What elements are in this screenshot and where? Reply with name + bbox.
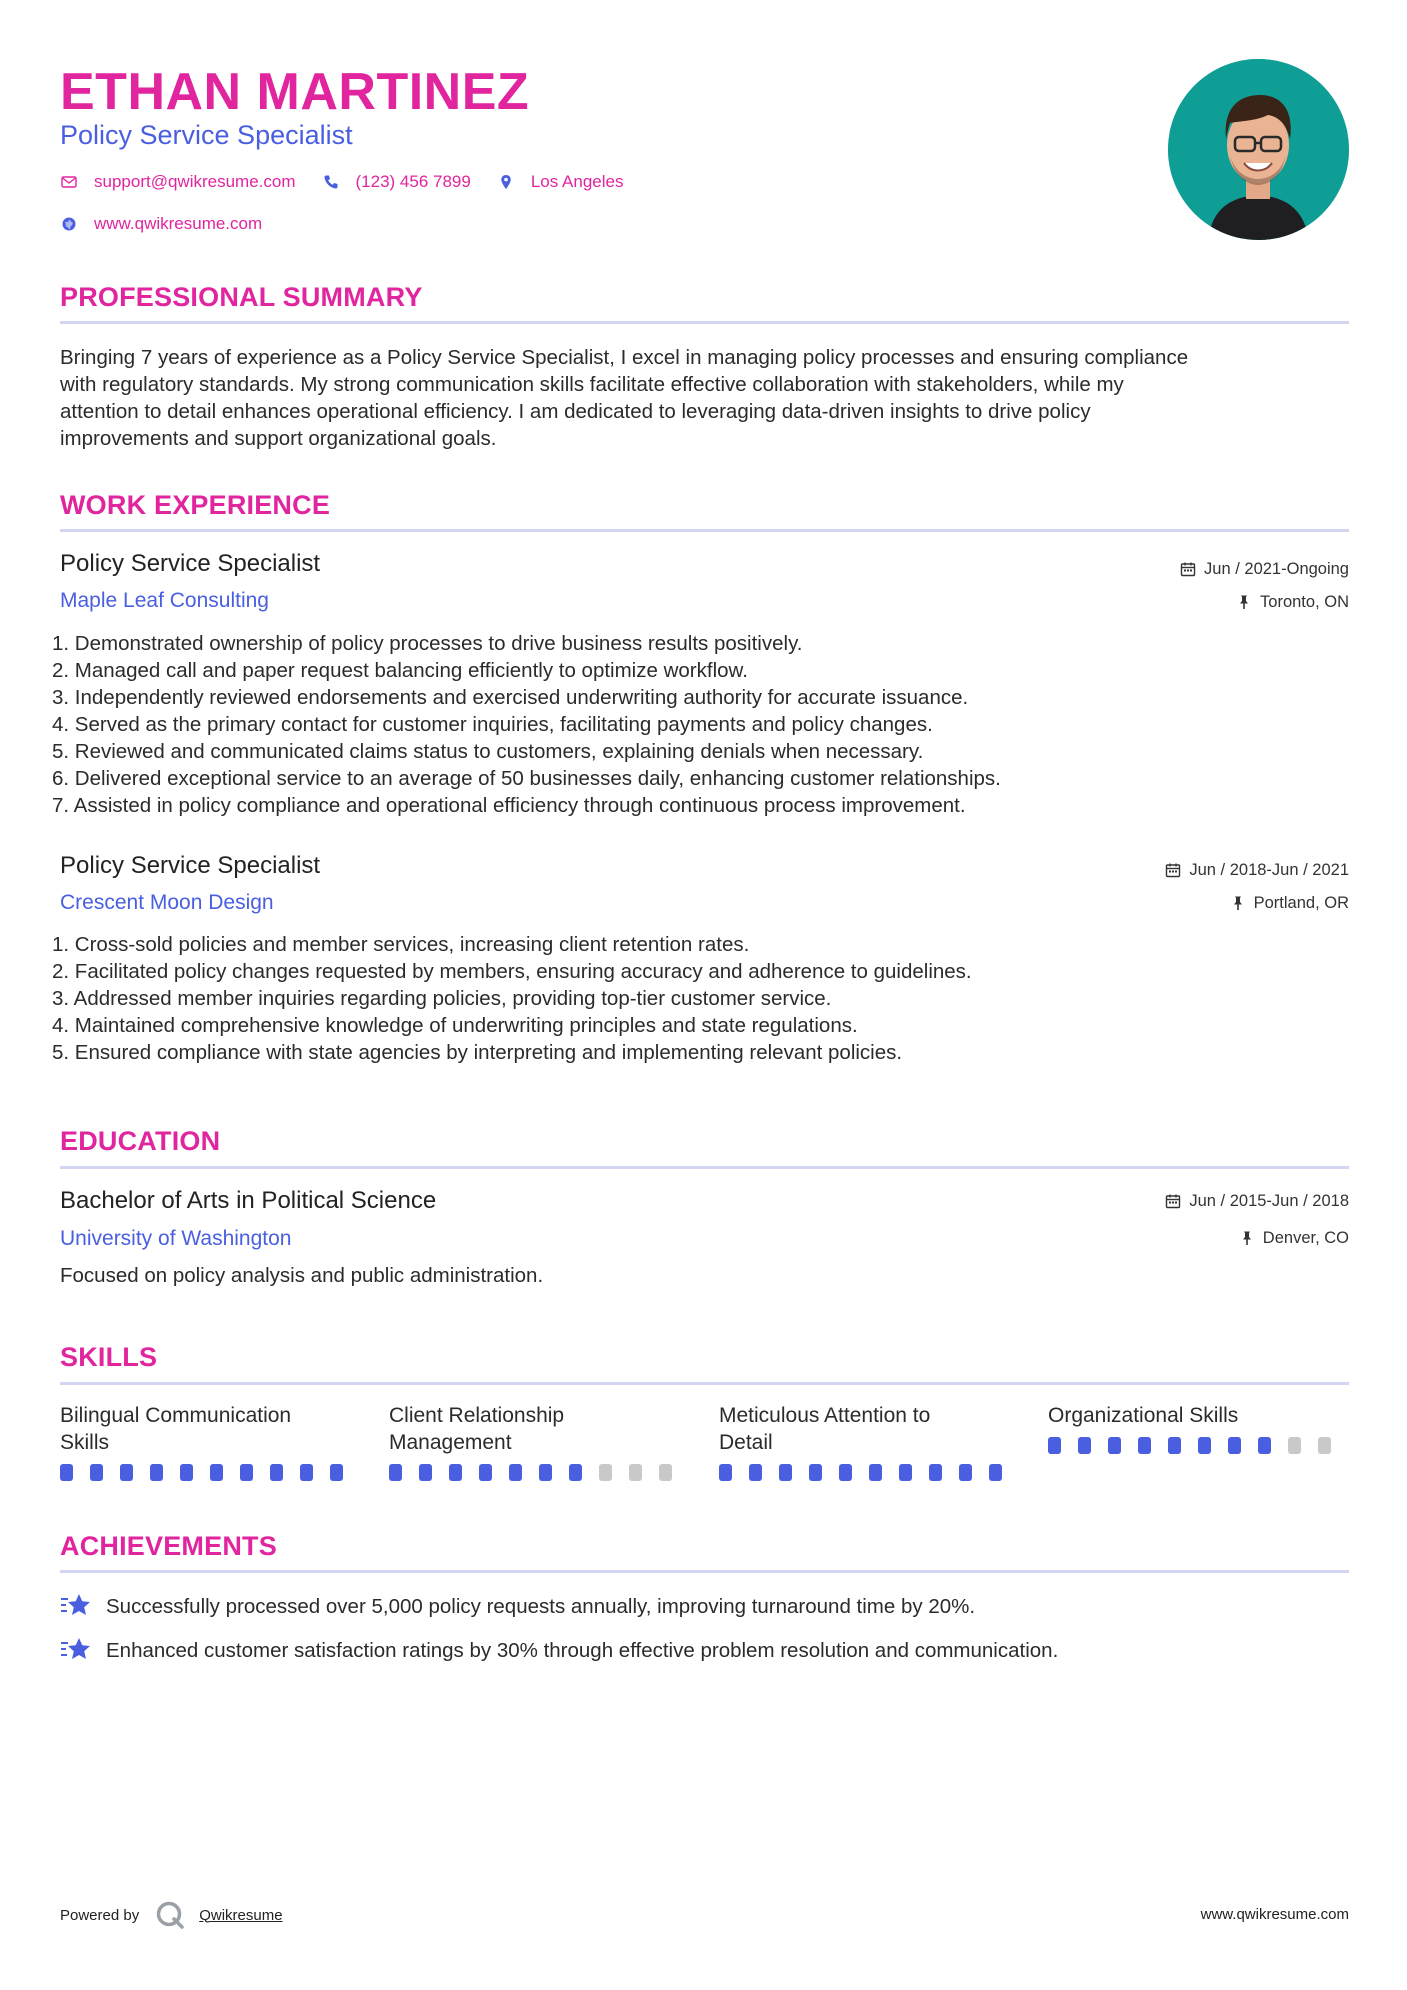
contact-website[interactable]: [60, 214, 262, 234]
rating-dot-filled: [479, 1464, 492, 1481]
skill-rating: [719, 1464, 1019, 1481]
email-text[interactable]: support@qwikresume.com: [94, 172, 296, 191]
job-role: Policy Service Specialist: [60, 550, 321, 577]
rating-dot-filled: [1258, 1437, 1271, 1454]
job-role: Policy Service Specialist: [60, 852, 321, 879]
rating-dot-filled: [1078, 1437, 1091, 1454]
footer-powered-by: [60, 1900, 283, 1930]
rating-dot-filled: [330, 1464, 343, 1481]
rating-dot-empty: [659, 1464, 672, 1481]
degree-title: Bachelor of Arts in Political Science: [60, 1187, 437, 1214]
rating-dot-filled: [719, 1464, 732, 1481]
list-item: 2. Managed call and paper request balancing efficiently to optimize workflow.: [52, 659, 748, 682]
achievement-text: Successfully processed over 5,000 policy requests annually, improving turnaround time by 20%.: [106, 1594, 976, 1618]
contact-location: [497, 172, 624, 192]
profile-photo: [1168, 59, 1349, 240]
skill-rating: [60, 1464, 360, 1481]
rating-dot-filled: [539, 1464, 552, 1481]
pushpin-icon: [1230, 895, 1246, 911]
rating-dot-filled: [449, 1464, 462, 1481]
phone-icon: [322, 173, 340, 191]
footer-website[interactable]: www.qwikresume.com: [1200, 1906, 1349, 1923]
education-note: Focused on policy analysis and public administration.: [60, 1264, 544, 1287]
education-dates: [1165, 1190, 1349, 1212]
skills-heading: SKILLS: [60, 1342, 158, 1372]
education-location-text: Denver, CO: [1262, 1229, 1349, 1247]
globe-icon: [60, 215, 78, 233]
star-icon: [60, 1636, 92, 1664]
achievements-heading: ACHIEVEMENTS: [60, 1531, 277, 1561]
rating-dot-filled: [1198, 1437, 1211, 1454]
skill-name: Meticulous Attention to Detail: [719, 1404, 931, 1454]
list-item: 1. Cross-sold policies and member services, increasing client retention rates.: [52, 933, 750, 956]
summary-line: Bringing 7 years of experience as a Policy Service Specialist, I excel in managing policy processes and ensuring compliance: [60, 346, 1189, 369]
job-company: Maple Leaf Consulting: [60, 589, 269, 612]
rating-dot-filled: [389, 1464, 402, 1481]
achievement-item: [60, 1592, 975, 1620]
contact-row: [60, 172, 649, 192]
job-location-text: Toronto, ON: [1260, 593, 1349, 611]
rating-dot-filled: [1108, 1437, 1121, 1454]
rating-dot-filled: [899, 1464, 912, 1481]
job-dates: [1165, 859, 1349, 881]
calendar-icon: [1165, 1193, 1181, 1209]
rating-dot-filled: [809, 1464, 822, 1481]
rating-dot-filled: [1228, 1437, 1241, 1454]
experience-divider: [60, 529, 1349, 532]
skills-divider: [60, 1382, 1349, 1385]
skill-rating: [1048, 1437, 1348, 1454]
avatar-illustration: [1168, 59, 1349, 240]
achievements-divider: [60, 1570, 1349, 1573]
job-location-text: Portland, OR: [1253, 894, 1349, 912]
rating-dot-filled: [569, 1464, 582, 1481]
summary-line: with regulatory standards. My strong communication skills facilitate effective collaboration with stakeholders, while my: [60, 373, 1124, 396]
envelope-icon: [60, 173, 78, 191]
rating-dot-filled: [1048, 1437, 1061, 1454]
list-item: 3. Addressed member inquiries regarding policies, providing top-tier customer service.: [52, 987, 832, 1010]
education-dates-text: Jun / 2015-Jun / 2018: [1189, 1192, 1349, 1210]
list-item: 1. Demonstrated ownership of policy processes to drive business results positively.: [52, 632, 803, 655]
job-dates-text: Jun / 2021-Ongoing: [1204, 560, 1349, 578]
rating-dot-filled: [509, 1464, 522, 1481]
summary-text: [60, 344, 1355, 452]
list-item: 5. Reviewed and communicated claims status to customers, explaining denials when necessary.: [52, 740, 924, 763]
rating-dot-empty: [1288, 1437, 1301, 1454]
education-location: [1239, 1227, 1349, 1249]
rating-dot-filled: [270, 1464, 283, 1481]
summary-line: attention to detail enhances operational efficiency. I am dedicated to leveraging data-driven insights to drive policy: [60, 400, 1091, 423]
skill-item: [1048, 1402, 1348, 1454]
summary-divider: [60, 321, 1349, 324]
contact-email[interactable]: [60, 172, 296, 192]
website-text[interactable]: www.qwikresume.com: [94, 214, 263, 233]
job-bullets: [52, 931, 1352, 1066]
pushpin-icon: [1236, 594, 1252, 610]
powered-by-label: Powered by: [60, 1906, 140, 1924]
rating-dot-filled: [90, 1464, 103, 1481]
location-text: Los Angeles: [530, 172, 624, 191]
rating-dot-filled: [959, 1464, 972, 1481]
contact-phone[interactable]: [322, 172, 471, 192]
list-item: 5. Ensured compliance with state agencies by interpreting and implementing relevant policies.: [52, 1041, 903, 1064]
summary-heading: PROFESSIONAL SUMMARY: [60, 282, 423, 312]
job-dates: [1180, 558, 1349, 580]
achievement-item: [60, 1636, 1058, 1664]
rating-dot-filled: [839, 1464, 852, 1481]
job-location: [1230, 892, 1349, 914]
candidate-title: Policy Service Specialist: [60, 120, 353, 150]
rating-dot-filled: [419, 1464, 432, 1481]
job-bullets: [52, 630, 1352, 819]
candidate-name: ETHAN MARTINEZ: [60, 63, 530, 121]
skill-name: Bilingual Communication Skills: [60, 1404, 292, 1454]
rating-dot-filled: [180, 1464, 193, 1481]
rating-dot-filled: [1168, 1437, 1181, 1454]
list-item: 3. Independently reviewed endorsements and exercised underwriting authority for accurate issuance.: [52, 686, 969, 709]
experience-heading: WORK EXPERIENCE: [60, 490, 331, 520]
rating-dot-filled: [60, 1464, 73, 1481]
skill-name: Client Relationship Management: [389, 1404, 565, 1454]
rating-dot-filled: [210, 1464, 223, 1481]
list-item: 7. Assisted in policy compliance and operational efficiency through continuous process improvement.: [52, 794, 966, 817]
rating-dot-empty: [629, 1464, 642, 1481]
job-company: Crescent Moon Design: [60, 891, 274, 914]
rating-dot-empty: [599, 1464, 612, 1481]
rating-dot-filled: [869, 1464, 882, 1481]
summary-line: improvements and support organizational goals.: [60, 427, 497, 450]
rating-dot-filled: [989, 1464, 1002, 1481]
rating-dot-filled: [929, 1464, 942, 1481]
contact-row-website: [60, 214, 288, 234]
qwikresume-logo-icon: [155, 1900, 185, 1930]
skill-item: [719, 1402, 1019, 1481]
skill-item: [60, 1402, 360, 1481]
skill-rating: [389, 1464, 689, 1481]
skill-name: Organizational Skills: [1048, 1404, 1239, 1427]
rating-dot-filled: [1138, 1437, 1151, 1454]
education-heading: EDUCATION: [60, 1126, 221, 1156]
achievement-text: Enhanced customer satisfaction ratings by 30% through effective problem resolution and communication.: [106, 1638, 1059, 1662]
qwikresume-link[interactable]: Qwikresume: [199, 1906, 283, 1924]
school-name: University of Washington: [60, 1227, 292, 1250]
skill-item: [389, 1402, 689, 1481]
list-item: 2. Facilitated policy changes requested by members, ensuring accuracy and adherence to guidelines.: [52, 960, 972, 983]
rating-dot-filled: [749, 1464, 762, 1481]
job-dates-text: Jun / 2018-Jun / 2021: [1189, 861, 1349, 879]
rating-dot-filled: [240, 1464, 253, 1481]
rating-dot-filled: [150, 1464, 163, 1481]
list-item: 6. Delivered exceptional service to an average of 50 businesses daily, enhancing customer relationships.: [52, 767, 1001, 790]
rating-dot-filled: [779, 1464, 792, 1481]
phone-text[interactable]: (123) 456 7899: [355, 172, 471, 191]
education-divider: [60, 1166, 1349, 1169]
map-pin-icon: [497, 173, 515, 191]
job-location: [1236, 591, 1349, 613]
calendar-icon: [1180, 561, 1196, 577]
calendar-icon: [1165, 862, 1181, 878]
rating-dot-filled: [300, 1464, 313, 1481]
rating-dot-empty: [1318, 1437, 1331, 1454]
star-icon: [60, 1592, 92, 1620]
list-item: 4. Served as the primary contact for customer inquiries, facilitating payments and policy changes.: [52, 713, 933, 736]
pushpin-icon: [1239, 1230, 1255, 1246]
list-item: 4. Maintained comprehensive knowledge of underwriting principles and state regulations.: [52, 1014, 858, 1037]
rating-dot-filled: [120, 1464, 133, 1481]
